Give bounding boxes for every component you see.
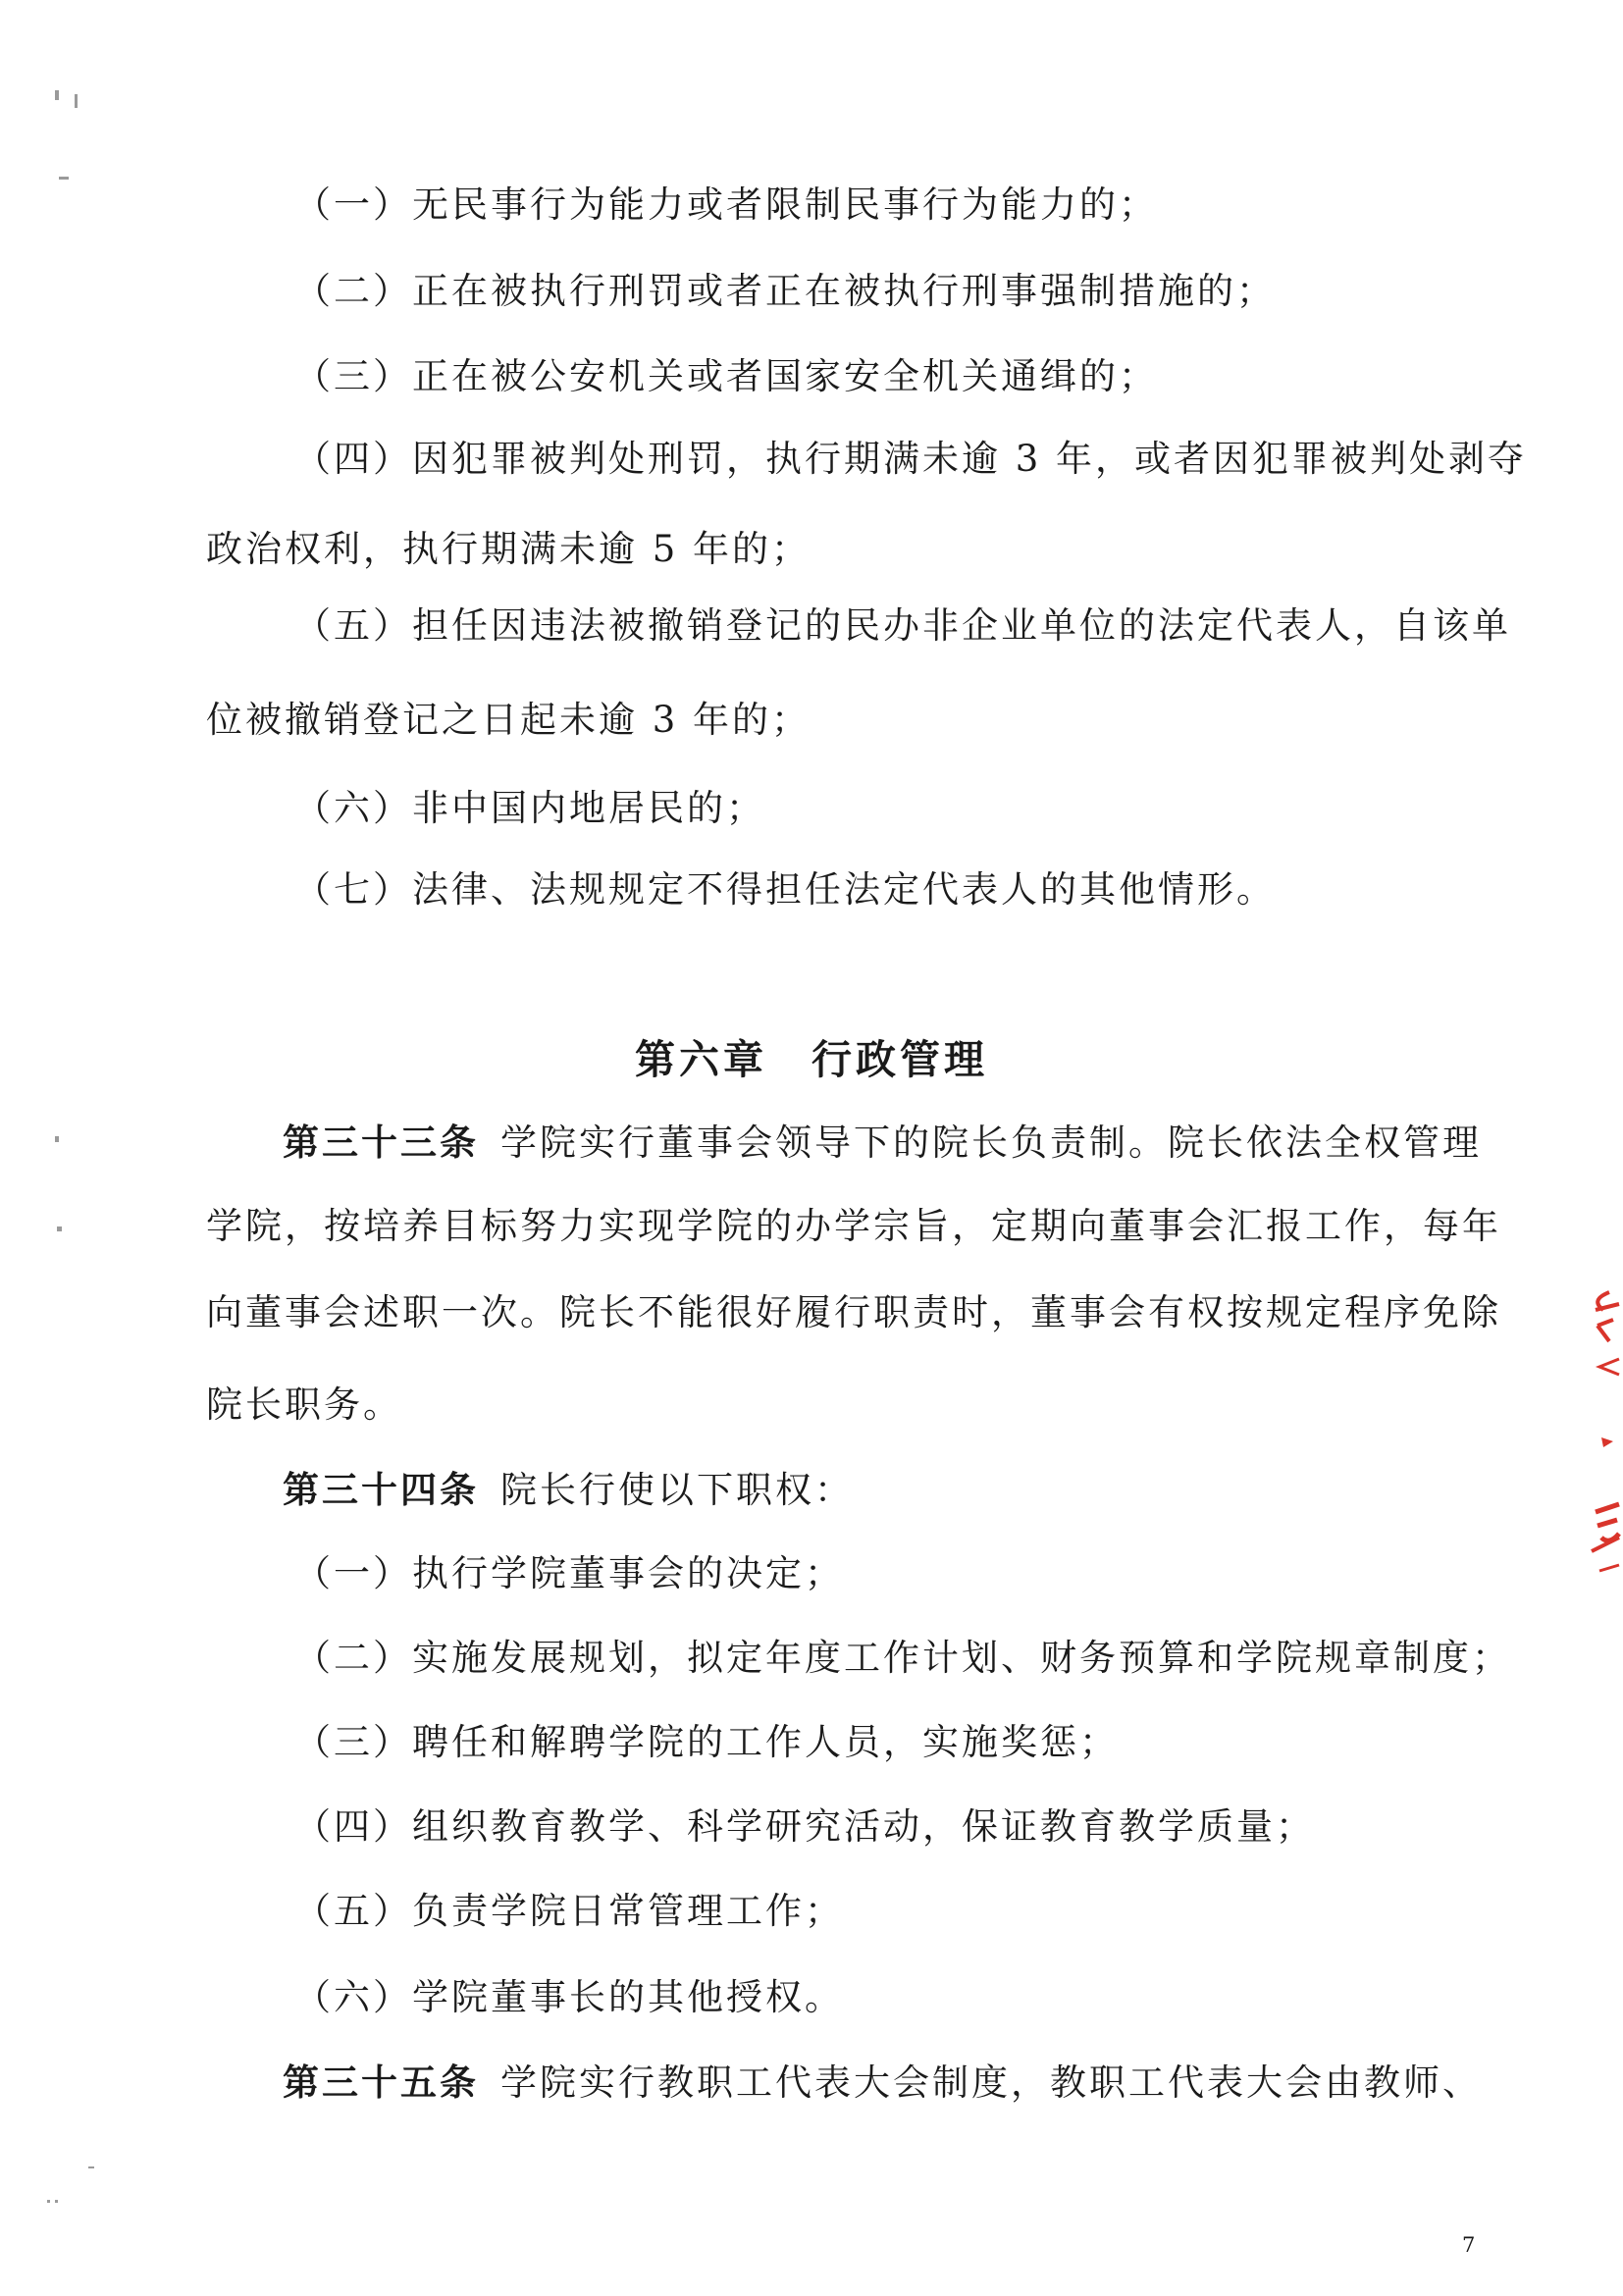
list-item: （五）负责学院日常管理工作；: [294, 1890, 844, 1932]
list-item: （六）非中国内地居民的；: [294, 787, 765, 829]
list-item: （六）学院董事长的其他授权。: [294, 1976, 844, 2018]
scan-speck: [55, 2200, 58, 2203]
scan-speck: [47, 2200, 50, 2203]
list-item: （七）法律、法规规定不得担任法定代表人的其他情形。: [294, 868, 1276, 911]
list-item: （三）正在被公安机关或者国家安全机关通缉的；: [294, 355, 1158, 397]
article-number: 第三十三条: [283, 1121, 479, 1164]
scan-speck: [88, 2166, 94, 2168]
article-line: 院长职务。: [206, 1383, 402, 1426]
list-item-line: 位被撤销登记之日起未逾 3 年的；: [206, 699, 812, 741]
list-item: （三）聘任和解聘学院的工作人员，实施奖惩；: [294, 1721, 1119, 1763]
article-line: 学院，按培养目标努力实现学院的办学宗旨，定期向董事会汇报工作，每年: [206, 1205, 1501, 1247]
list-item: （四）组织教育教学、科学研究活动，保证教育教学质量；: [294, 1805, 1315, 1848]
list-item: （一）无民事行为能力或者限制民事行为能力的；: [294, 183, 1158, 226]
article-text: 学院实行教职工代表大会制度，教职工代表大会由教师、: [500, 2061, 1482, 2104]
list-item-line: （五）担任因违法被撤销登记的民办非企业单位的法定代表人，自该单: [294, 604, 1511, 647]
scan-speck: [55, 90, 59, 100]
article-text: 院长行使以下职权：: [500, 1469, 854, 1511]
list-item: （二）实施发展规划，拟定年度工作计划、财务预算和学院规章制度；: [294, 1637, 1511, 1679]
article-text: 学院实行董事会领导下的院长负责制。院长依法全权管理: [500, 1122, 1482, 1164]
article-35-first-line: [283, 2059, 1482, 2106]
article-line: 向董事会述职一次。院长不能很好履行职责时，董事会有权按规定程序免除: [206, 1291, 1501, 1333]
scan-speck: [75, 94, 78, 108]
chapter-heading: 第六章 行政管理: [635, 1036, 988, 1083]
seal-stamp-fragment: [1580, 1280, 1623, 1614]
list-item: （一）执行学院董事会的决定；: [294, 1552, 844, 1594]
scan-speck: [55, 1136, 59, 1142]
page-number: 7: [1462, 2233, 1476, 2257]
list-item-line: （四）因犯罪被判处刑罚，执行期满未逾 3 年，或者因犯罪被判处剥夺: [294, 438, 1528, 480]
article-number: 第三十五条: [283, 2061, 479, 2104]
scan-speck: [57, 1226, 62, 1231]
article-34-first-line: [283, 1466, 854, 1513]
article-33-first-line: [283, 1119, 1482, 1166]
list-item-line: 政治权利，执行期满未逾 5 年的；: [206, 528, 812, 570]
article-number: 第三十四条: [283, 1468, 479, 1511]
seal-stamp-graphic: [1580, 1280, 1623, 1614]
scan-speck: [59, 177, 69, 180]
list-item: （二）正在被执行刑罚或者正在被执行刑事强制措施的；: [294, 270, 1276, 312]
